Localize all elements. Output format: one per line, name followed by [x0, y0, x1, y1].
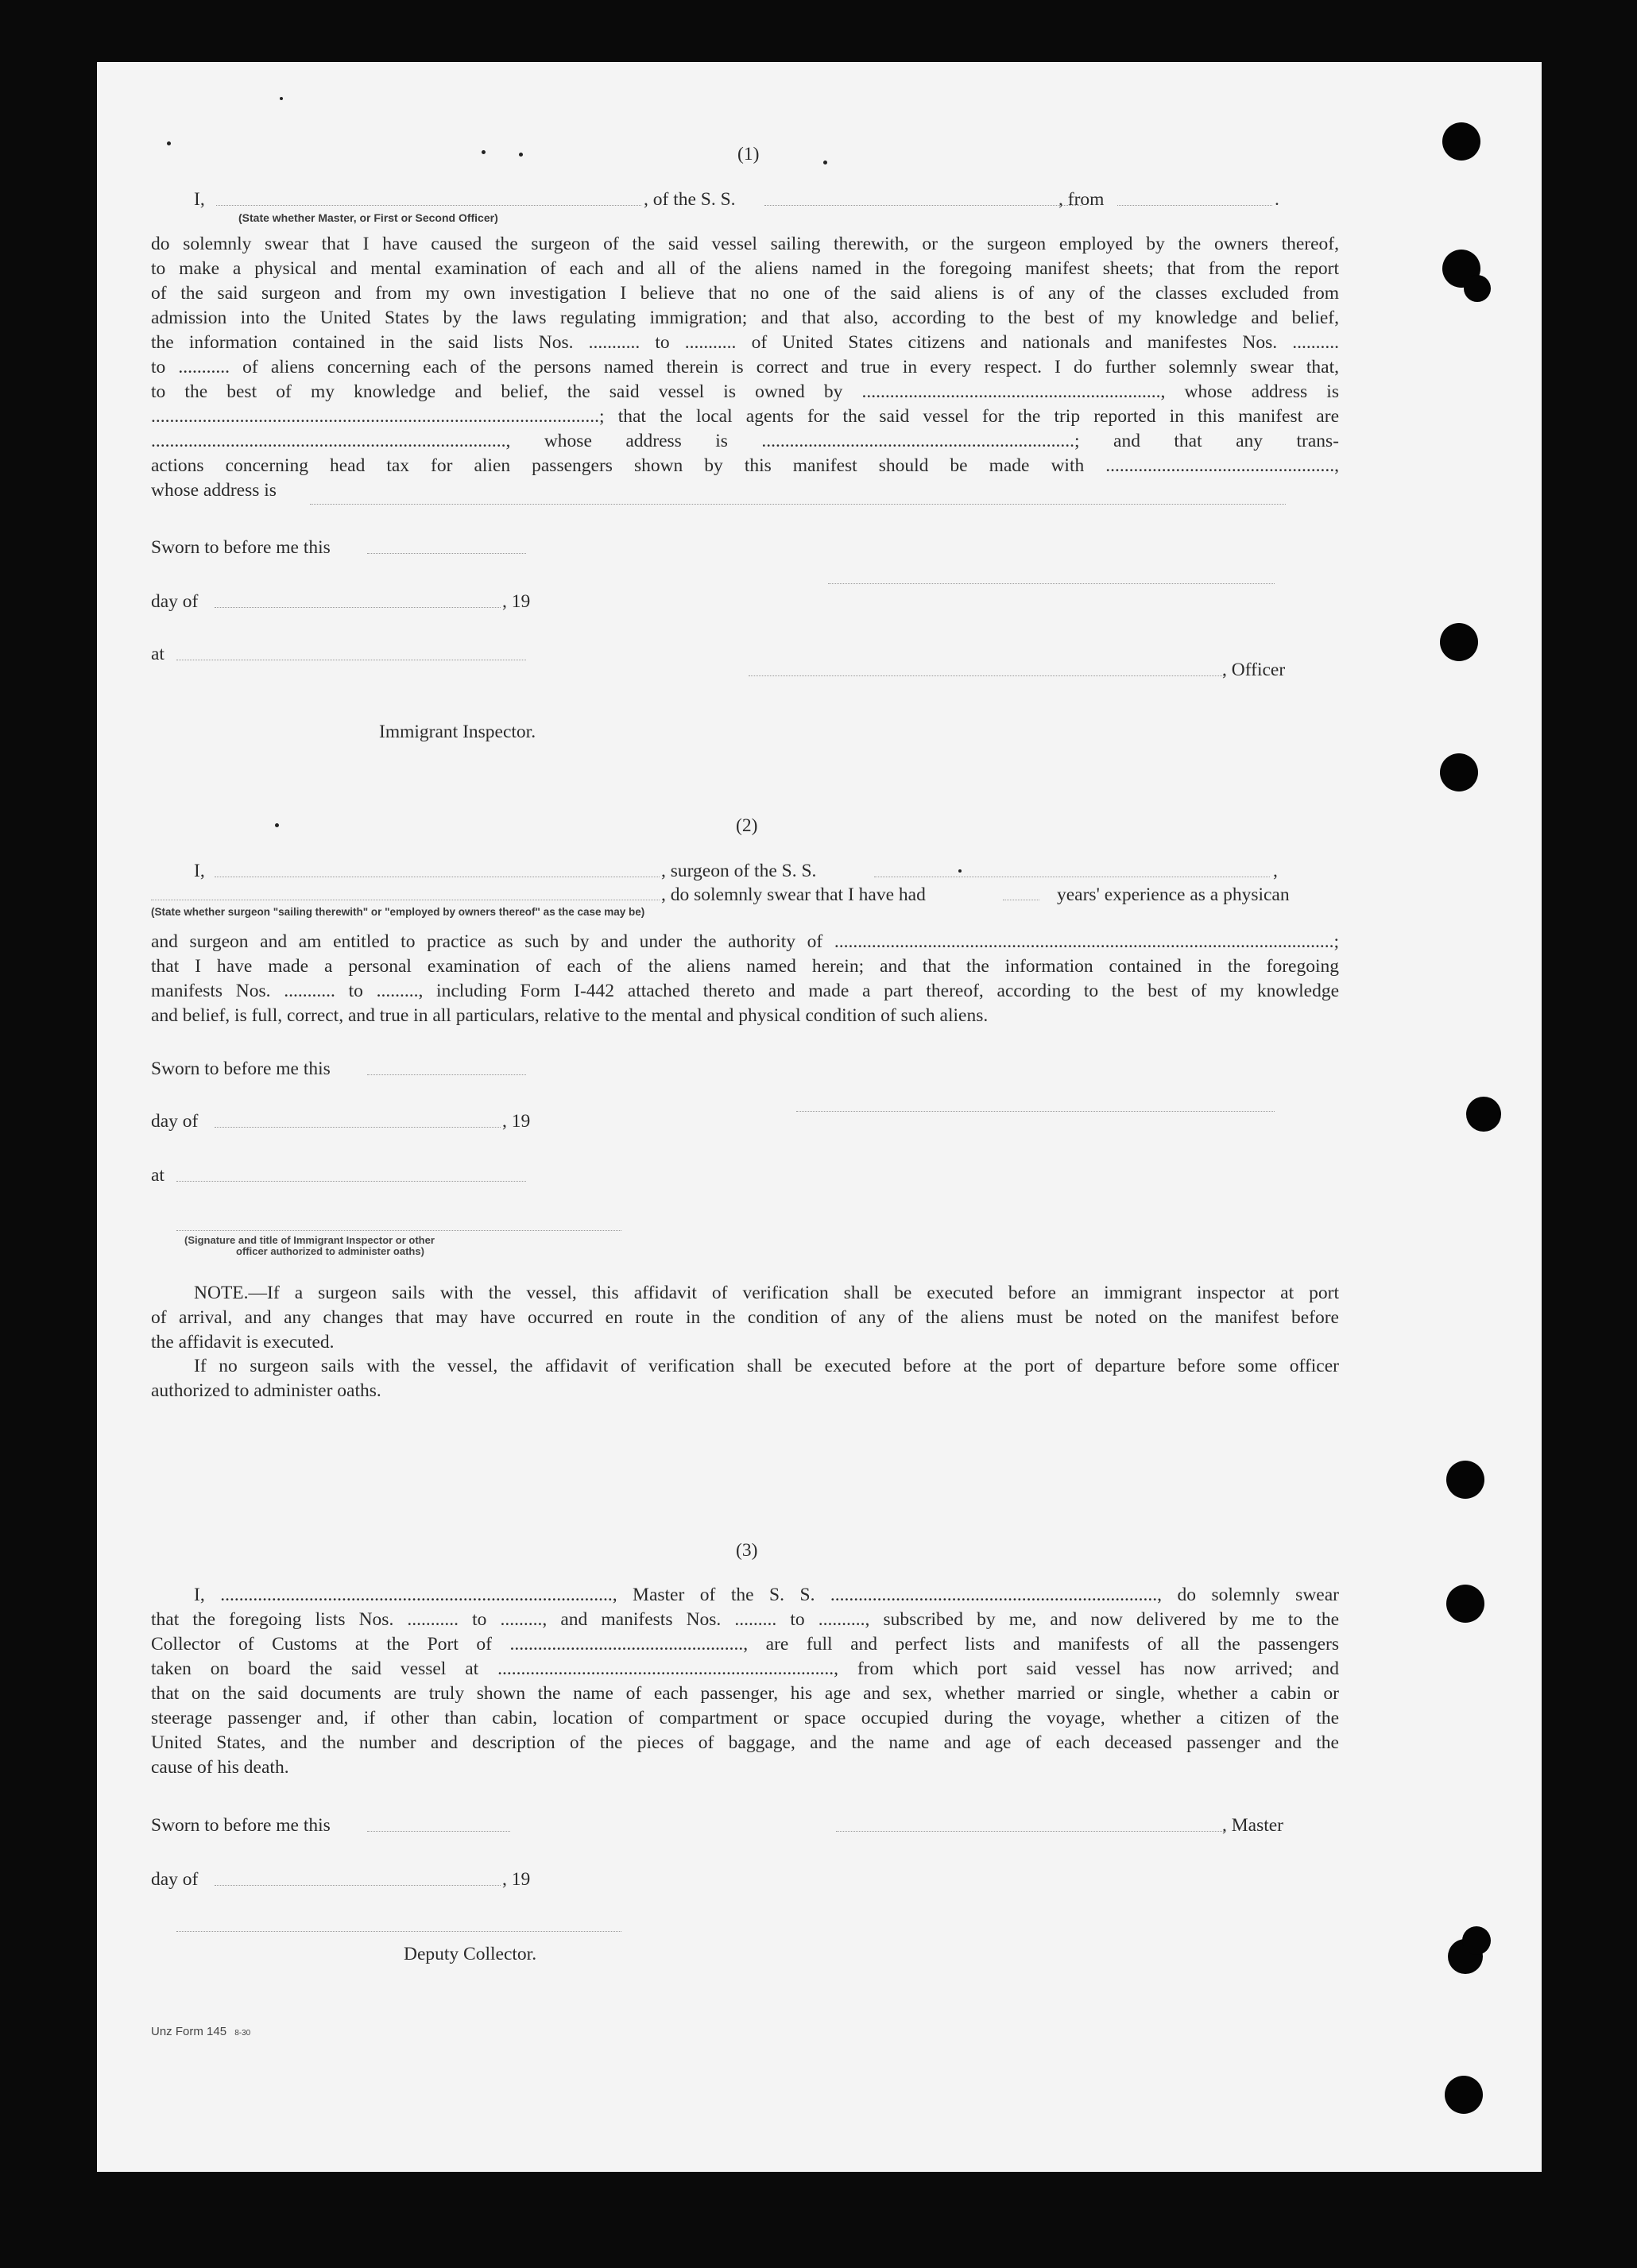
section2-day-field[interactable]	[215, 1127, 501, 1128]
binder-hole-icon	[1446, 1461, 1484, 1499]
section3-number: (3)	[736, 1540, 758, 1561]
binder-hole-icon	[1466, 1097, 1501, 1132]
note-paragraph: NOTE.—If a surgeon sails with the vessel, this affidavit of verification shall be executed before an immigrant inspector at port of arrival, and any changes that may have occurred en route in the condition of any of the aliens must be noted on the manifest before the affidavit is executed.	[151, 1283, 1339, 1353]
section2-swear: , do solemnly swear that I have had	[661, 884, 926, 905]
section1-day-field[interactable]	[215, 607, 501, 608]
officer-signature-field[interactable]	[749, 675, 1225, 676]
section2-number: (2)	[736, 815, 758, 836]
binder-hole-icon	[1462, 1926, 1491, 1955]
section3-day-of: day of	[151, 1869, 199, 1890]
signature-title-note-2: officer authorized to administer oaths)	[236, 1245, 424, 1257]
section2-at: at	[151, 1165, 164, 1186]
section1-line1-end: .	[1275, 189, 1279, 210]
immigrant-inspector-label: Immigrant Inspector.	[379, 722, 536, 742]
ink-speck	[167, 141, 171, 145]
section3-sworn-field[interactable]	[367, 1831, 510, 1832]
deputy-collector-label: Deputy Collector.	[404, 1944, 537, 1964]
ink-speck	[275, 823, 279, 827]
binder-hole-icon	[1440, 753, 1478, 791]
section2-signature-field[interactable]	[796, 1111, 1275, 1112]
officer-rank-field[interactable]	[216, 205, 641, 206]
departure-port-field[interactable]	[1117, 205, 1272, 206]
ink-speck	[823, 161, 827, 164]
officer-rank-note: (State whether Master, or First or Second Officer)	[238, 211, 498, 224]
ink-speck	[482, 150, 486, 154]
section3-nineteen: , 19	[502, 1869, 531, 1890]
section2-surgeon-of: , surgeon of the S. S.	[661, 861, 817, 881]
surgeon-type-note: (State whether surgeon "sailing therewith" or "employed by owners thereof" as the case may be)	[151, 906, 645, 918]
section2-inspector-signature-field[interactable]	[176, 1230, 621, 1231]
section2-paragraph: and surgeon and am entitled to practice as such by and under the authority of ...........................................................................................................; that I have made a personal examination of each of the aliens named herein; and that the information contained in the foregoing manifests Nos. ........... to ........., including Form I-442 attached thereto and made a part thereof, according to the best of my knowledge and belief, is full, correct, and true in all particulars, relative to the mental and physical condition of such aliens.	[151, 931, 1339, 1026]
binder-hole-icon	[1440, 623, 1478, 661]
master-signature-field[interactable]	[836, 1831, 1225, 1832]
section2-line1-i: I,	[194, 861, 205, 881]
section3-master: , Master	[1222, 1815, 1284, 1836]
section3-paragraph: I, ...................................................................................., Master of the S. S. ......................................................................, do solemnly swear that the foregoing lists Nos. ........... to ........., and manifests Nos. ......... to .........., subscribed by me, and now delivered by me to the Collector of Customs at the Port of .................................................., are full and perfect lists and manifests of all the passengers taken on board the said vessel at ........................................................................, from which port said vessel has now arrived; and that on the said documents are truly shown the name of each passenger, his age and sex, whether married or single, whether a cabin or steerage passenger and, if other than cabin, location of compartment or space occupied during the voyage, whether a citizen of the United States, and the number and description of the pieces of baggage, and the name and age of each deceased passenger and the cause of his death.	[151, 1585, 1339, 1778]
section1-paragraph: do solemnly swear that I have caused the surgeon of the said vessel sailing therewith, or the surgeon employed by the owners thereof, to make a physical and mental examination of each and all of the aliens named in the foregoing manifest sheets; that from the report of the said surgeon and from my own investigation I believe that no one of the said aliens is of any of the classes excluded from admission into the United States by the laws regulating immigration; and that also, according to the best of my knowledge and belief, the information contained in the said lists Nos. ........... to ........... of United States citizens and nationals and manifestes Nos. .......... to ........... of aliens concerning each of the persons named therein is correct and true in every respect. I do further solemnly swear that, to the best of my knowledge and belief, the said vessel is owned by ................................................................, whose address is ................................................................................................; that the local agents for the said vessel for the trip reported in this manifest are ............................................................................, whose address is ...................................................................; and that any trans- actions concerning head tax for alien passengers shown by this manifest should be made with ................................................., whose address is	[151, 234, 1339, 501]
binder-hole-icon	[1445, 2076, 1483, 2114]
section2-nineteen: , 19	[502, 1111, 531, 1132]
vessel-name-field[interactable]	[764, 205, 1082, 206]
section3-day-field[interactable]	[215, 1885, 501, 1886]
ink-speck	[519, 153, 523, 157]
binder-hole-icon	[1446, 1585, 1484, 1623]
section2-at-field[interactable]	[176, 1181, 526, 1182]
section1-of-ss: , of the S. S.	[644, 189, 736, 210]
section2-experience: years' experience as a physican	[1057, 884, 1290, 905]
collector-signature-field[interactable]	[176, 1931, 621, 1932]
section1-day-of: day of	[151, 591, 199, 612]
note-paragraph-2: If no surgeon sails with the vessel, the affidavit of verification shall be executed before at the port of departure before some officer authorized to administer oaths.	[151, 1356, 1339, 1401]
section2-sworn: Sworn to before me this	[151, 1059, 331, 1079]
form-id: Unz Form 145 8-30	[151, 2025, 251, 2038]
section2-line1-end: ,	[1273, 861, 1278, 881]
form-sheet	[97, 62, 1542, 2172]
binder-hole-icon	[1442, 122, 1480, 161]
section1-sworn: Sworn to before me this	[151, 537, 331, 558]
section1-nineteen: , 19	[502, 591, 531, 612]
section1-sworn-field[interactable]	[367, 553, 526, 554]
section1-line1-i: I,	[194, 189, 205, 210]
section2-day-of: day of	[151, 1111, 199, 1132]
section2-sworn-field[interactable]	[367, 1074, 526, 1075]
ink-speck	[280, 97, 283, 100]
section1-officer: , Officer	[1222, 660, 1286, 680]
binder-hole-icon	[1464, 275, 1491, 302]
owner-address-field[interactable]	[310, 504, 1286, 505]
section1-at: at	[151, 644, 164, 664]
section1-from: , from	[1058, 189, 1105, 210]
section1-signature-field-1[interactable]	[828, 583, 1275, 584]
signature-title-note-1: (Signature and title of Immigrant Inspector or other	[184, 1234, 435, 1246]
section3-sworn: Sworn to before me this	[151, 1815, 331, 1836]
ink-speck	[958, 869, 962, 873]
section1-number: (1)	[737, 144, 760, 164]
